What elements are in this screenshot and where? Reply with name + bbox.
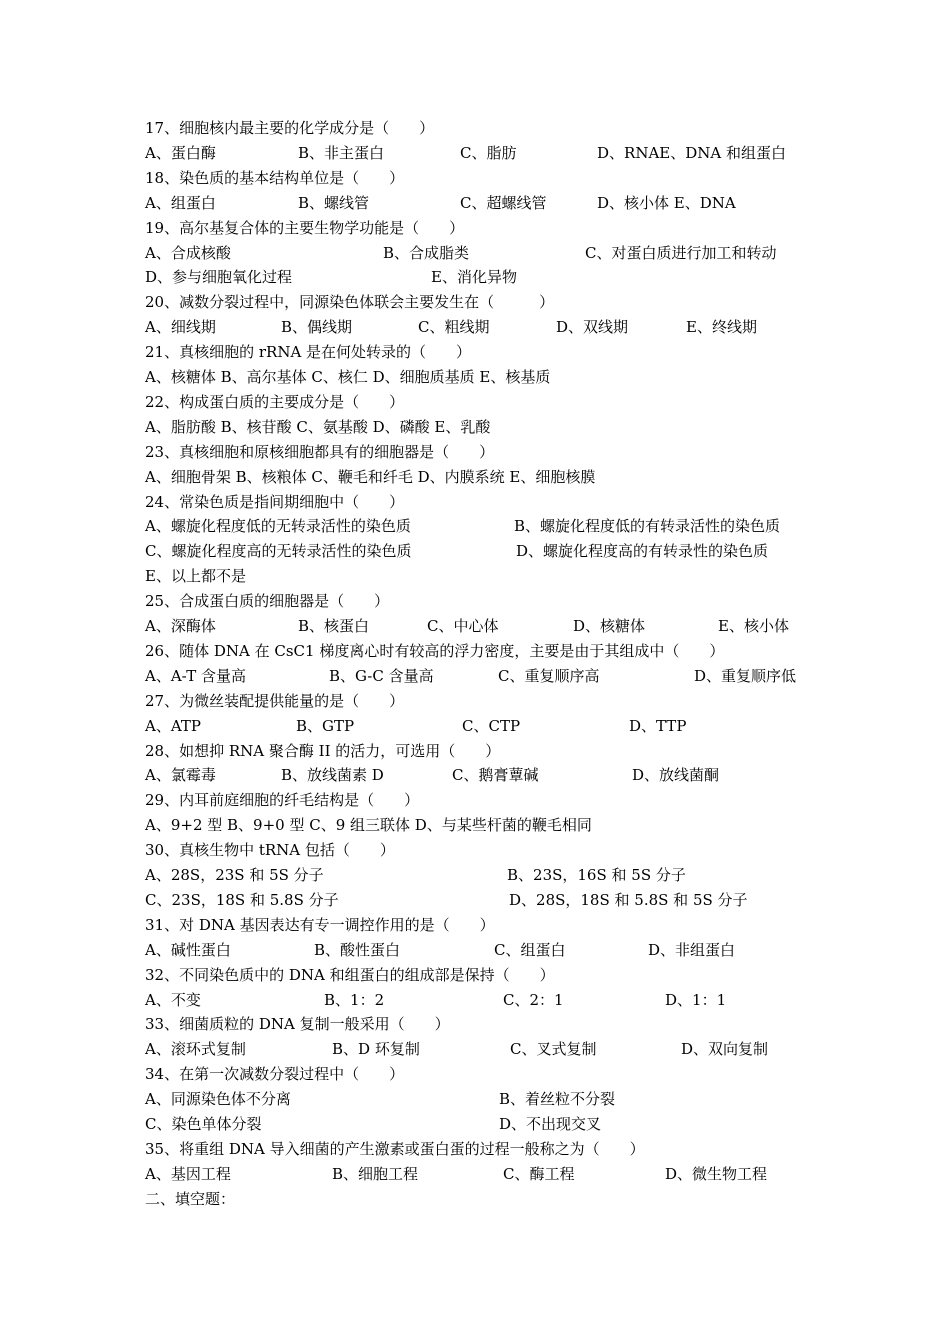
answer-option: A、合成核酸 xyxy=(145,243,231,262)
line-text: A、核糖体 B、高尔基体 C、核仁 D、细胞质基质 E、核基质 xyxy=(145,368,551,386)
question-stem: 19、高尔基复合体的主要生物学功能是（ ） xyxy=(145,218,465,237)
question-text xyxy=(0,116,950,141)
answer-option: E、消化异物 xyxy=(431,268,517,287)
answer-option: C、脂肪 xyxy=(460,143,517,162)
answer-option: D、放线菌酮 xyxy=(632,766,720,785)
question-text xyxy=(0,1062,950,1087)
option-row xyxy=(0,241,950,266)
line-text: A、9+2 型 B、9+0 型 C、9 组三联体 D、与某些杆菌的鞭毛相同 xyxy=(145,816,592,835)
line-text: A、脂肪酸 B、核苷酸 C、氨基酸 D、磷酸 E、乳酸 xyxy=(145,417,491,436)
answer-option: B、螺线管 xyxy=(298,193,370,212)
answer-option: C、螺旋化程度高的无转录活性的染色质 xyxy=(145,542,412,561)
answer-option: D、参与细胞氧化过程 xyxy=(145,268,293,287)
question-text xyxy=(0,739,950,764)
question-stem: 21、真核细胞的 rRNA 是在何处转录的（ ） xyxy=(145,343,472,362)
option-row xyxy=(0,714,950,739)
answer-option: A、碱性蛋白 xyxy=(145,940,231,959)
answer-option: B、合成脂类 xyxy=(383,243,470,262)
option-row xyxy=(0,315,950,340)
answer-option: B、细胞工程 xyxy=(332,1164,419,1183)
answer-option: A、螺旋化程度低的无转录活性的染色质 xyxy=(145,517,411,536)
answer-option: B、D 环复制 xyxy=(332,1040,420,1059)
answer-option: A、同源染色体不分离 xyxy=(145,1090,291,1109)
question-text xyxy=(0,340,950,365)
answer-option: C、粗线期 xyxy=(418,318,490,337)
text-line xyxy=(0,813,950,838)
question-stem: 23、真核细胞和原核细胞都具有的细胞器是（ ） xyxy=(145,442,495,461)
answer-option: A、氯霉毒 xyxy=(145,766,216,785)
answer-option: C、酶工程 xyxy=(503,1164,575,1183)
question-text xyxy=(0,440,950,465)
answer-option: B、G-C 含量高 xyxy=(329,666,434,685)
answer-option: C、对蛋白质进行加工和转动 xyxy=(585,243,777,262)
option-row xyxy=(0,141,950,166)
option-row xyxy=(0,888,950,913)
answer-option: B、着丝粒不分裂 xyxy=(499,1090,616,1109)
text-line xyxy=(0,465,950,490)
answer-option: A、不变 xyxy=(145,990,201,1009)
option-row xyxy=(0,763,950,788)
answer-option: C、CTP xyxy=(462,716,521,735)
question-stem: 26、随体 DNA 在 CsC1 梯度离心时有较高的浮力密度，主要是由于其组成中（ ） xyxy=(145,641,725,660)
question-text xyxy=(0,788,950,813)
question-stem: 35、将重组 DNA 导入细菌的产生激素或蛋白蛋的过程一般称之为（ ） xyxy=(145,1139,645,1158)
answer-option: A、蛋白酶 xyxy=(145,143,216,162)
answer-option: A、组蛋白 xyxy=(145,193,216,212)
option-row xyxy=(0,265,950,290)
question-stem: 17、细胞核内最主要的化学成分是（ ） xyxy=(145,119,435,137)
answer-option: A、ATP xyxy=(145,716,201,735)
text-line xyxy=(0,1187,950,1212)
answer-option: C、重复顺序高 xyxy=(498,666,600,685)
answer-option: B、核蛋白 xyxy=(298,617,370,635)
answer-option: D、双向复制 xyxy=(681,1040,769,1059)
line-text: A、细胞骨架 B、核粮体 C、鞭毛和纤毛 D、内膜系统 E、细胞核膜 xyxy=(145,467,596,486)
option-row xyxy=(0,614,950,639)
option-row xyxy=(0,1112,950,1137)
question-stem: 30、真核生物中 tRNA 包括（ ） xyxy=(145,841,395,860)
option-row xyxy=(0,863,950,888)
text-line xyxy=(0,415,950,440)
answer-option: A、基因工程 xyxy=(145,1164,231,1183)
option-row xyxy=(0,938,950,963)
answer-option: D、核小体 E、DNA xyxy=(597,193,736,212)
option-row xyxy=(0,191,950,216)
option-row xyxy=(0,539,950,564)
question-text xyxy=(0,838,950,863)
answer-option: C、叉式复制 xyxy=(510,1040,597,1059)
answer-option: D、非组蛋白 xyxy=(648,940,736,959)
option-row xyxy=(0,1087,950,1112)
option-row xyxy=(0,1162,950,1187)
question-text xyxy=(0,589,950,614)
answer-option: E、终线期 xyxy=(686,318,757,337)
question-text xyxy=(0,689,950,714)
question-stem: 31、对 DNA 基因表达有专一调控作用的是（ ） xyxy=(145,915,495,934)
answer-option: A、28S，23S 和 5S 分子 xyxy=(145,866,324,884)
answer-option: D、TTP xyxy=(629,716,687,735)
answer-option: B、非主蛋白 xyxy=(298,143,385,162)
question-text xyxy=(0,639,950,664)
answer-option: B、GTP xyxy=(296,716,355,735)
answer-option: C、超螺线管 xyxy=(460,193,547,212)
answer-option: A、深酶体 xyxy=(145,617,216,635)
answer-option: D、RNAE、DNA 和组蛋白 xyxy=(597,143,786,162)
question-stem: 27、为微丝装配提供能量的是（ ） xyxy=(145,691,405,710)
answer-option: B、偶线期 xyxy=(281,318,353,337)
option-row xyxy=(0,988,950,1013)
answer-option: E、核小体 xyxy=(718,617,789,635)
answer-option: D、1：1 xyxy=(665,990,727,1009)
question-stem: 34、在第一次减数分裂过程中（ ） xyxy=(145,1065,405,1084)
question-stem: 20、减数分裂过程中，同源染色体联会主要发生在（ ） xyxy=(145,293,555,312)
question-stem: 24、常染色质是指间期细胞中（ ） xyxy=(145,492,405,511)
question-stem: 25、合成蛋白质的细胞器是（ ） xyxy=(145,592,390,611)
line-text: 二、填空题： xyxy=(145,1189,236,1208)
answer-option: A、滚环式复制 xyxy=(145,1040,246,1059)
option-row xyxy=(0,514,950,539)
question-text xyxy=(0,490,950,515)
question-stem: 32、不同染色质中的 DNA 和组蛋白的组成部是保持（ ） xyxy=(145,965,555,984)
question-stem: 22、构成蛋白质的主要成分是（ ） xyxy=(145,392,405,411)
answer-option: D、重复顺序低 xyxy=(694,666,797,685)
answer-option: D、双线期 xyxy=(556,318,629,337)
question-text xyxy=(0,390,950,415)
answer-option: A、细线期 xyxy=(145,318,216,337)
answer-option: B、螺旋化程度低的有转录活性的染色质 xyxy=(514,517,781,536)
line-text: E、以上都不是 xyxy=(145,567,246,586)
answer-option: B、酸性蛋白 xyxy=(314,940,401,959)
text-line xyxy=(0,564,950,589)
option-row xyxy=(0,1037,950,1062)
answer-option: D、28S，18S 和 5.8S 和 5S 分子 xyxy=(509,890,748,909)
text-line xyxy=(0,365,950,390)
question-stem: 18、染色质的基本结构单位是（ ） xyxy=(145,168,405,187)
question-stem: 29、内耳前庭细胞的纤毛结构是（ ） xyxy=(145,791,420,810)
answer-option: C、中心体 xyxy=(427,617,499,635)
answer-option: B、放线菌素 D xyxy=(281,766,384,785)
question-stem: 33、细菌质粒的 DNA 复制一般采用（ ） xyxy=(145,1015,450,1034)
question-stem: 28、如想抑 RNA 聚合酶 II 的活力，可选用（ ） xyxy=(145,741,501,760)
answer-option: B、1：2 xyxy=(324,990,385,1009)
answer-option: D、核糖体 xyxy=(573,617,646,635)
answer-option: D、螺旋化程度高的有转录性的染色质 xyxy=(516,542,769,561)
option-row xyxy=(0,664,950,689)
answer-option: D、微生物工程 xyxy=(665,1164,768,1183)
answer-option: D、不出现交叉 xyxy=(499,1115,602,1133)
answer-option: C、23S，18S 和 5.8S 分子 xyxy=(145,890,339,909)
question-text xyxy=(0,1137,950,1162)
question-text xyxy=(0,216,950,241)
question-text xyxy=(0,963,950,988)
answer-option: B、23S，16S 和 5S 分子 xyxy=(507,866,686,884)
answer-option: C、组蛋白 xyxy=(494,940,566,959)
question-text xyxy=(0,166,950,191)
answer-option: A、A-T 含量高 xyxy=(145,666,246,685)
answer-option: C、鹅膏蕈碱 xyxy=(452,766,539,785)
question-text xyxy=(0,913,950,938)
answer-option: C、2：1 xyxy=(503,990,564,1009)
question-text xyxy=(0,1012,950,1037)
question-text xyxy=(0,290,950,315)
answer-option: C、染色单体分裂 xyxy=(145,1115,262,1133)
